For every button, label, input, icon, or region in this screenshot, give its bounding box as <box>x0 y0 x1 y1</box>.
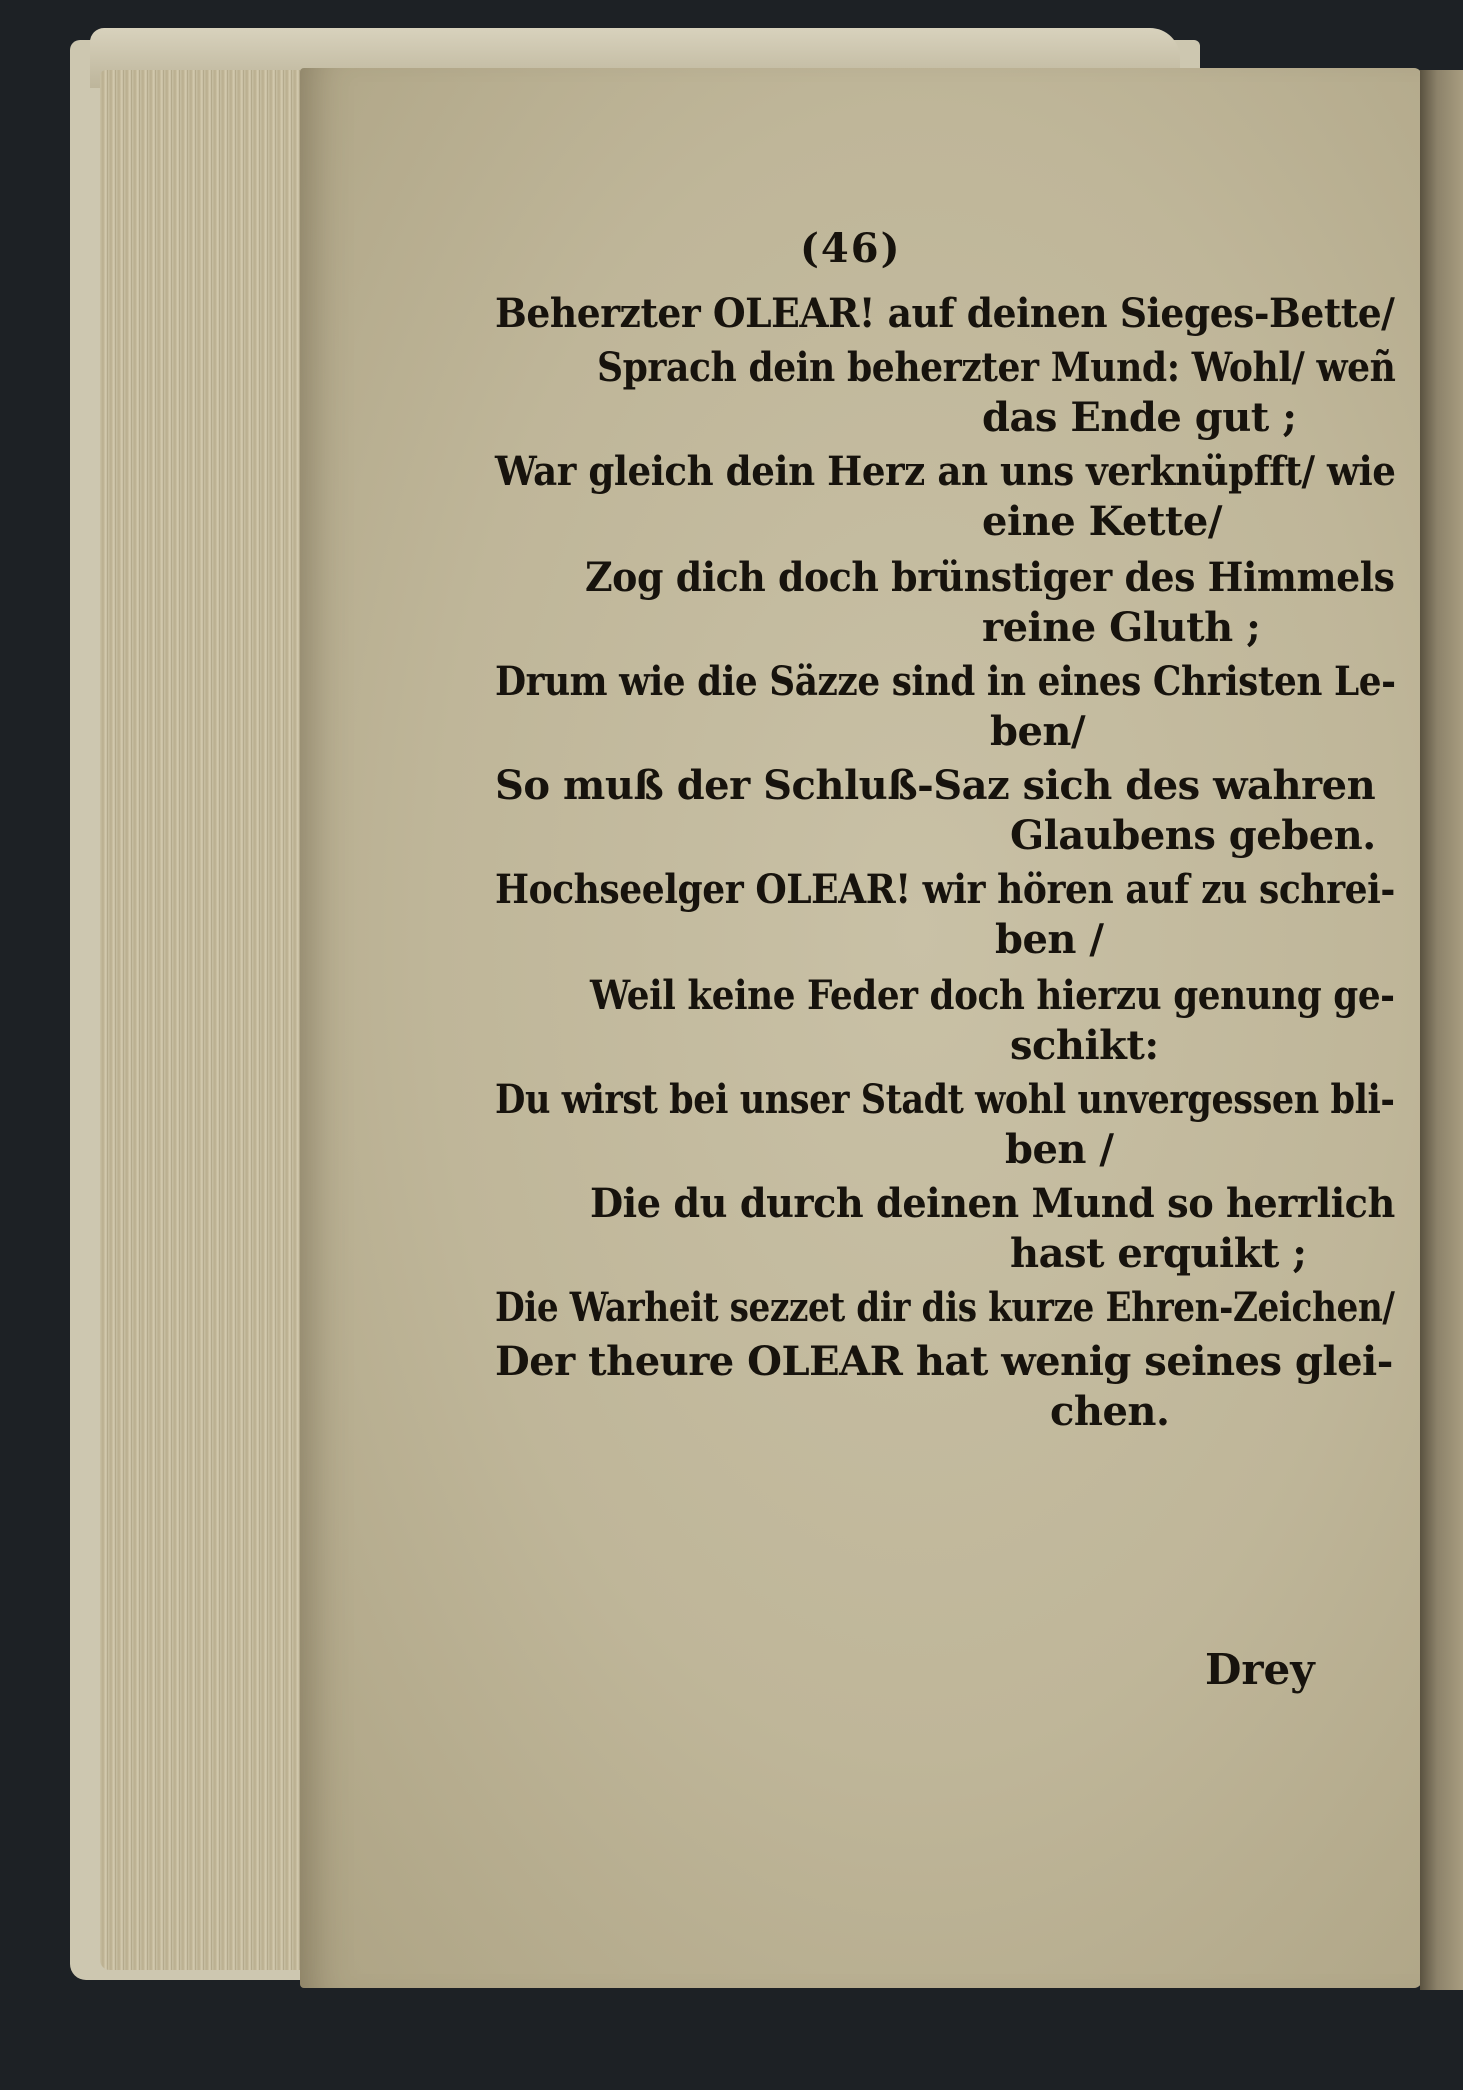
catchword: Drey <box>1205 1645 1315 1694</box>
text-line: Die du durch deinen Mund so herrlich <box>590 1180 1395 1227</box>
page-number: (46) <box>800 225 902 272</box>
text-line: chen. <box>1050 1388 1170 1435</box>
text-line: Du wirst bei unser Stadt wohl unvergessen bli- <box>495 1076 1395 1123</box>
text-line: ben / <box>995 916 1104 963</box>
text-line: Hochseelger OLEAR! wir hören auf zu schrei- <box>495 866 1395 913</box>
text-line: ben / <box>1005 1126 1114 1173</box>
text-line: hast erquikt ; <box>1010 1230 1307 1277</box>
text-line: das Ende gut ; <box>982 394 1297 441</box>
text-line: Die Warheit sezzet dir dis kurze Ehren-Zeichen/ <box>495 1284 1395 1331</box>
text-line: Drum wie die Säzze sind in eines Christen Le- <box>495 658 1396 705</box>
text-line: War gleich dein Herz an uns verknüpfft/ wie <box>495 448 1396 495</box>
text-line: Weil keine Feder doch hierzu genung ge- <box>590 972 1395 1019</box>
text-line: Der theure OLEAR hat wenig seines glei- <box>495 1338 1393 1385</box>
text-line: So muß der Schluß-Saz sich des wahren <box>495 762 1376 809</box>
text-line: eine Kette/ <box>982 498 1222 545</box>
text-line: schikt: <box>1010 1022 1159 1069</box>
text-line: Glaubens geben. <box>1010 812 1376 859</box>
text-line: ben/ <box>990 708 1086 755</box>
text-line: Zog dich doch brünstiger des Himmels <box>585 554 1395 601</box>
text-line: reine Gluth ; <box>982 604 1261 651</box>
text-line: Beherzter OLEAR! auf deinen Sieges-Bette/ <box>495 290 1395 337</box>
text-line: Sprach dein beherzter Mund: Wohl/ weñ <box>597 344 1396 391</box>
